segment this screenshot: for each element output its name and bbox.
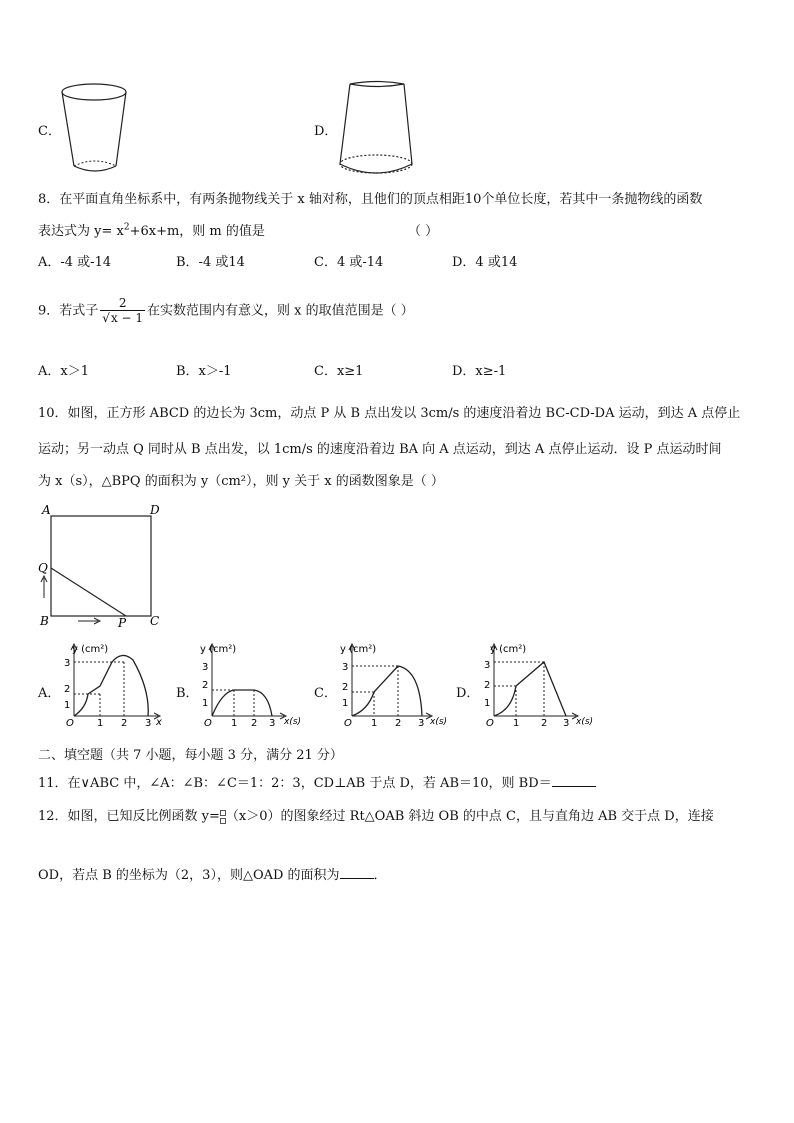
graph-c xyxy=(336,640,456,732)
q9-option-d[interactable]: D．x≥-1 xyxy=(452,364,507,379)
q9-numerator: 2 xyxy=(100,296,145,311)
q9-option-a[interactable]: A．x＞1 xyxy=(38,364,89,379)
graph-d-xtick-3: 3 xyxy=(563,718,570,729)
graph-c-ylabel: y (cm²) xyxy=(340,644,377,655)
graph-d-ylabel: y (cm²) xyxy=(490,644,527,655)
graph-b-xtick-3: 3 xyxy=(269,718,276,729)
graph-d xyxy=(478,640,602,732)
graph-a-xtick-3: 3 xyxy=(145,718,152,729)
graph-b-origin: O xyxy=(204,718,212,729)
q9-line xyxy=(38,296,414,326)
q12-period: ． xyxy=(373,868,387,883)
graph-d-xtick-1: 1 xyxy=(513,718,520,729)
q8-line1: 8．在平面直角坐标系中，有两条抛物线关于 x 轴对称，且他们的顶点相距10个单位长度，若其中一条抛物线的函数 xyxy=(38,192,703,207)
cup-c-figure xyxy=(58,78,138,178)
graph-a-xtick-2: 2 xyxy=(121,718,128,729)
cup-d-figure xyxy=(336,78,420,178)
q9-radicand: x − 1 xyxy=(110,311,144,325)
graph-d-ytick-1: 1 xyxy=(484,698,491,709)
section-2-heading: 二、填空题（共 7 小题，每小题 3 分，满分 21 分） xyxy=(38,748,343,763)
graph-a-xtick-1: 1 xyxy=(97,718,104,729)
q11-line xyxy=(38,772,596,791)
q8-expr-sup: 2 xyxy=(123,222,130,233)
q10-option-d[interactable]: D． xyxy=(456,686,480,701)
q8-answer-paren: （ ） xyxy=(408,224,439,239)
graph-b-xtick-1: 1 xyxy=(231,718,238,729)
fig-label-q: Q xyxy=(38,561,48,575)
q8-option-c[interactable]: C．4 或-14 xyxy=(314,255,384,270)
graph-d-xtick-2: 2 xyxy=(541,718,548,729)
graph-c-origin: O xyxy=(344,718,352,729)
graph-a-xlabel: x xyxy=(156,717,162,728)
graph-c-ytick-2: 2 xyxy=(342,682,349,693)
graph-c-xtick-1: 1 xyxy=(371,718,378,729)
graph-d-ytick-2: 2 xyxy=(484,680,491,691)
q12-text-c: OD，若点 B 的坐标为（2，3），则△OAD 的面积为 xyxy=(38,868,340,883)
graph-d-origin: O xyxy=(486,718,494,729)
q8-expr-b: +6x+m，则 m 的值是 xyxy=(129,224,265,239)
graph-b-ytick-2: 2 xyxy=(202,680,209,691)
q8-option-a[interactable]: A．-4 或-14 xyxy=(38,255,112,270)
graph-b-xlabel: x(s) xyxy=(284,717,302,727)
graph-c-xtick-2: 2 xyxy=(395,718,402,729)
q12-text-a: 12．如图，已知反比例函数 y= xyxy=(38,809,220,824)
option-c-label: C． xyxy=(38,124,61,139)
graph-b-ylabel: y (cm²) xyxy=(200,644,237,655)
q9-prefix: 9．若式子 xyxy=(38,303,99,319)
q12-line2 xyxy=(38,864,387,883)
q12-answer-blank[interactable] xyxy=(340,866,374,879)
graph-b-ytick-3: 3 xyxy=(202,662,209,673)
q11-answer-blank[interactable] xyxy=(552,774,596,787)
fig-label-d: D xyxy=(150,503,160,517)
graph-a-origin: O xyxy=(66,718,74,729)
q10-option-c[interactable]: C． xyxy=(314,686,337,701)
q8-line2 xyxy=(38,220,265,239)
q9-option-b[interactable]: B．x＞-1 xyxy=(176,364,232,379)
graph-a-ytick-3: 3 xyxy=(64,658,71,669)
graph-b xyxy=(196,640,308,732)
q10-line1: 10．如图，正方形 ABCD 的边长为 3cm，动点 P 从 B 点出发以 3cm/s 的速度沿着边 BC-CD-DA 运动，到达 A 点停止 xyxy=(38,406,741,421)
fig-label-c: C xyxy=(150,614,160,628)
graph-a-ytick-2: 2 xyxy=(64,684,71,695)
fig-label-a: A xyxy=(42,503,51,517)
q12-line1 xyxy=(38,805,714,826)
graph-a xyxy=(58,640,168,732)
fig-label-b: B xyxy=(40,614,49,628)
q10-option-a[interactable]: A． xyxy=(38,686,61,701)
q10-line2: 运动；另一动点 Q 同时从 B 点出发，以 1cm/s 的速度沿着边 BA 向 A 点运动，到达 A 点停止运动．设 P 点运动时间 xyxy=(38,442,722,457)
graph-b-xtick-2: 2 xyxy=(251,718,258,729)
square-figure xyxy=(34,500,174,632)
q8-option-b[interactable]: B．-4 或14 xyxy=(176,255,245,270)
q9-option-c[interactable]: C．x≥1 xyxy=(314,364,364,379)
graph-d-ytick-3: 3 xyxy=(484,660,491,671)
graph-b-ytick-1: 1 xyxy=(202,698,209,709)
q12-text-b: （x＞0）的图象经过 Rt△OAB 斜边 OB 的中点 C，且与直角边 AB 交于点 D，连接 xyxy=(225,809,714,824)
q10-option-b[interactable]: B． xyxy=(176,686,199,701)
q8-option-d[interactable]: D．4 或14 xyxy=(452,255,518,270)
q10-line3: 为 x（s），△BPQ 的面积为 y（cm²），则 y 关于 x 的函数图象是（ ） xyxy=(38,474,444,489)
q9-suffix: 在实数范围内有意义，则 x 的取值范围是（ ） xyxy=(147,303,414,319)
graph-c-ytick-1: 1 xyxy=(342,698,349,709)
q8-expr-a: 表达式为 y= x xyxy=(38,224,124,239)
q11-text: 11．在∨ABC 中，∠A：∠B：∠C＝1：2：3，CD⊥AB 于点 D，若 AB＝10，则 BD＝ xyxy=(38,776,552,791)
graph-a-ytick-1: 1 xyxy=(64,700,71,711)
graph-c-xtick-3: 3 xyxy=(418,718,425,729)
graph-c-xlabel: x(s) xyxy=(430,717,448,727)
graph-c-ytick-3: 3 xyxy=(342,662,349,673)
option-d-label: D． xyxy=(314,124,338,139)
graph-d-xlabel: x(s) xyxy=(576,717,594,727)
q9-fraction: $\frac{2}{√x - 1}$ xyxy=(102,296,144,325)
fig-label-p: P xyxy=(118,616,127,630)
graph-a-ylabel: y (cm²) xyxy=(72,644,109,655)
